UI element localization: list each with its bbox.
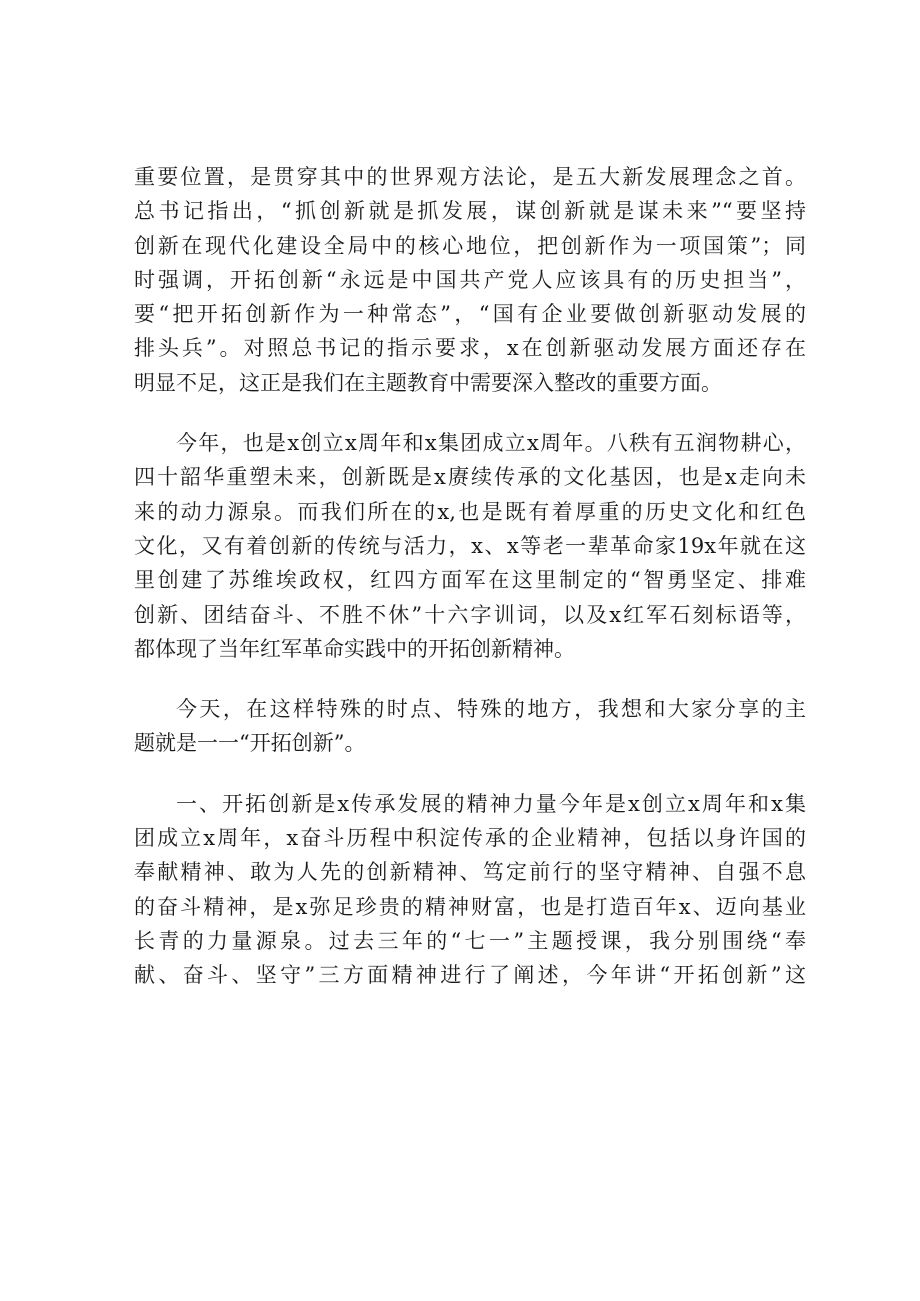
text-line: 题就是一一“开拓创新”。 <box>134 731 366 756</box>
text-line: 献、奋斗、坚守”三方面精神进行了阐述，今年讲“开拓创新”这 <box>134 963 806 988</box>
text-line: 来的动力源泉。而我们所在的x,也是既有着厚重的历史文化和红色 <box>134 499 806 524</box>
text-line: 一、开拓创新是x传承发展的精神力量今年是x创立x周年和x集 <box>176 791 806 816</box>
text-line: 都体现了当年红军革命实践中的开拓创新精神。 <box>134 636 575 661</box>
text-line: 今年，也是x创立x周年和x集团成立x周年。八秩有五润物耕心， <box>176 431 806 456</box>
paragraph-gap <box>134 761 806 787</box>
text-line: 奉献精神、敢为人先的创新精神、笃定前行的坚守精神、自强不息 <box>134 860 806 885</box>
paragraph-gap <box>134 666 806 692</box>
paragraph-gap <box>134 400 806 426</box>
text-line: 排头兵”。对照总书记的指示要求，x在创新驱动发展方面还存在 <box>134 336 806 361</box>
text-line: 创新在现代化建设全局中的核心地位，把创新作为一项国策”；同 <box>134 233 806 258</box>
text-line: 明显不足，这正是我们在主题教育中需要深入整改的重要方面。 <box>134 370 722 395</box>
paragraph-4 <box>134 787 806 993</box>
paragraph-3 <box>134 692 806 761</box>
text-line: 团成立x周年，x奋斗历程中积淀传承的企业精神，包括以身许国的 <box>134 826 806 851</box>
text-line: 里创建了苏维埃政权，红四方面军在这里制定的“智勇坚定、排难 <box>134 568 806 593</box>
text-line: 创新、团结奋斗、不胜不休”十六字训词，以及x红军石刻标语等， <box>134 602 806 627</box>
paragraph-2 <box>134 426 806 666</box>
paragraph-1 <box>134 160 806 400</box>
text-line: 今天，在这样特殊的时点、特殊的地方，我想和大家分享的主 <box>176 697 806 722</box>
text-line: 的奋斗精神，是x弥足珍贵的精神财富，也是打造百年x、迈向基业 <box>134 894 806 919</box>
text-line: 长青的力量源泉。过去三年的“七一”主题授课，我分别围绕“奉 <box>134 928 806 953</box>
text-line: 四十韶华重塑未来，创新既是x赓续传承的文化基因，也是x走向未 <box>134 465 806 490</box>
text-line: 总书记指出，“抓创新就是抓发展，谋创新就是谋未来”“要坚持 <box>134 199 806 224</box>
text-line: 要“把开拓创新作为一种常态”，“国有企业要做创新驱动发展的 <box>134 302 806 327</box>
text-line: 时强调，开拓创新“永远是中国共产党人应该具有的历史担当”， <box>134 267 806 292</box>
text-line: 重要位置，是贯穿其中的世界观方法论，是五大新发展理念之首。 <box>134 165 806 189</box>
document-body <box>134 160 806 993</box>
text-line: 文化，又有着创新的传统与活力，x、x等老一辈革命家19x年就在这 <box>134 533 806 558</box>
